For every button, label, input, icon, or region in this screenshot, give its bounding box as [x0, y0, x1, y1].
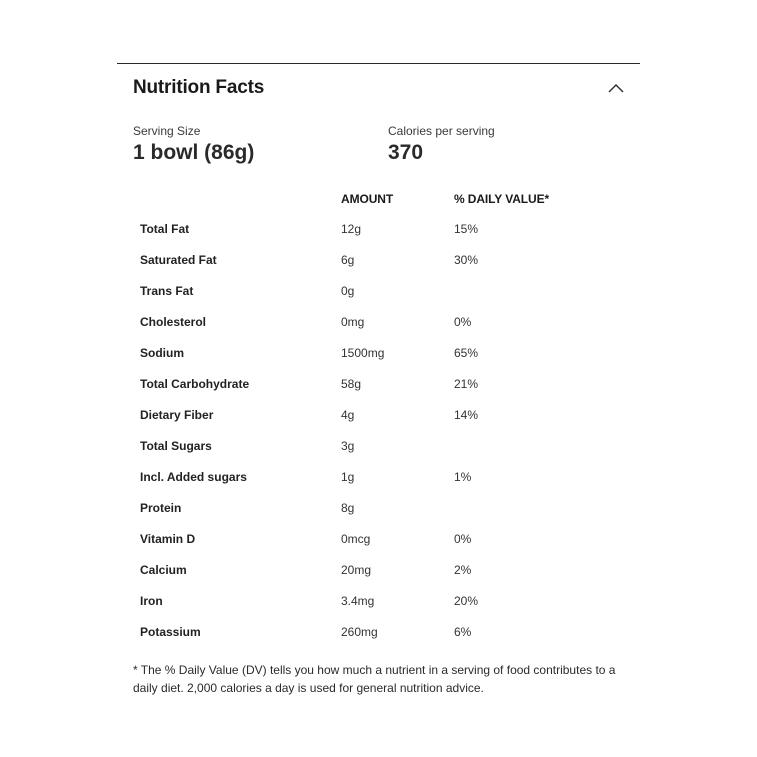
table-row	[133, 492, 623, 523]
nutrient-name: Saturated Fat	[140, 253, 217, 267]
calories-value: 370	[388, 141, 424, 164]
nutrient-daily-value: 65%	[454, 346, 479, 360]
nutrient-daily-value: 0%	[454, 315, 472, 329]
nutrient-amount: 0mg	[341, 315, 365, 329]
nutrient-daily-value: 2%	[454, 563, 472, 577]
nutrient-amount: 58g	[341, 377, 362, 391]
table-row	[133, 368, 623, 399]
nutrient-amount: 260mg	[341, 625, 378, 639]
nutrient-amount: 4g	[341, 408, 355, 422]
nutrient-table	[133, 187, 623, 647]
table-header	[133, 187, 623, 213]
table-row	[133, 585, 623, 616]
serving-size-label: Serving Size	[133, 124, 201, 138]
nutrient-amount: 1500mg	[341, 346, 385, 360]
nutrient-daily-value: 14%	[454, 408, 479, 422]
table-row	[133, 337, 623, 368]
panel-header[interactable]	[117, 64, 640, 112]
nutrient-amount: 3g	[341, 439, 355, 453]
table-row	[133, 399, 623, 430]
daily-value-header: % DAILY VALUE*	[454, 192, 550, 206]
nutrient-name: Sodium	[140, 346, 184, 360]
nutrition-facts-panel	[117, 63, 640, 695]
nutrient-amount: 6g	[341, 253, 355, 267]
nutrient-daily-value: 30%	[454, 253, 479, 267]
table-row	[133, 213, 623, 244]
serving-size-value: 1 bowl (86g)	[133, 141, 255, 164]
nutrient-daily-value: 21%	[454, 377, 479, 391]
serving-summary	[133, 124, 623, 174]
table-body	[133, 213, 623, 647]
nutrient-daily-value: 15%	[454, 222, 479, 236]
serving-size	[133, 124, 254, 165]
nutrient-name: Cholesterol	[140, 315, 207, 329]
nutrient-amount: 20mg	[341, 563, 372, 577]
table-row	[133, 616, 623, 647]
nutrient-amount: 1g	[341, 470, 355, 484]
nutrient-amount: 12g	[341, 222, 362, 236]
amount-header: AMOUNT	[341, 192, 394, 206]
calories-per-serving	[388, 124, 495, 165]
nutrient-daily-value: 0%	[454, 532, 472, 546]
table-row	[133, 275, 623, 306]
nutrient-name: Iron	[140, 594, 163, 608]
nutrient-name: Total Fat	[140, 222, 190, 236]
table-row	[133, 430, 623, 461]
nutrient-name: Dietary Fiber	[140, 408, 214, 422]
nutrient-name: Protein	[140, 501, 182, 515]
nutrient-name: Calcium	[140, 563, 187, 577]
nutrient-name: Incl. Added sugars	[140, 470, 247, 484]
table-row	[133, 244, 623, 275]
daily-value-footnote: * The % Daily Value (DV) tells you how much a nutrient in a serving of food contributes to a daily diet. 2,000 calories a day is used for general nutrition advice.	[133, 663, 616, 695]
panel-title: Nutrition Facts	[133, 77, 265, 98]
nutrient-name: Potassium	[140, 625, 201, 639]
nutrient-amount: 3.4mg	[341, 594, 375, 608]
table-row	[133, 306, 623, 337]
nutrient-amount: 0mcg	[341, 532, 371, 546]
nutrient-amount: 8g	[341, 501, 355, 515]
chevron-up-icon	[608, 83, 624, 93]
table-row	[133, 554, 623, 585]
nutrient-name: Total Carbohydrate	[140, 377, 250, 391]
table-row	[133, 523, 623, 554]
calories-label: Calories per serving	[388, 124, 495, 138]
nutrient-daily-value: 1%	[454, 470, 472, 484]
collapse-button[interactable]	[605, 80, 627, 96]
table-row	[133, 461, 623, 492]
nutrient-name: Trans Fat	[140, 284, 194, 298]
nutrient-daily-value: 6%	[454, 625, 472, 639]
nutrient-name: Vitamin D	[140, 532, 196, 546]
nutrient-name: Total Sugars	[140, 439, 212, 453]
nutrient-amount: 0g	[341, 284, 355, 298]
nutrient-daily-value: 20%	[454, 594, 479, 608]
